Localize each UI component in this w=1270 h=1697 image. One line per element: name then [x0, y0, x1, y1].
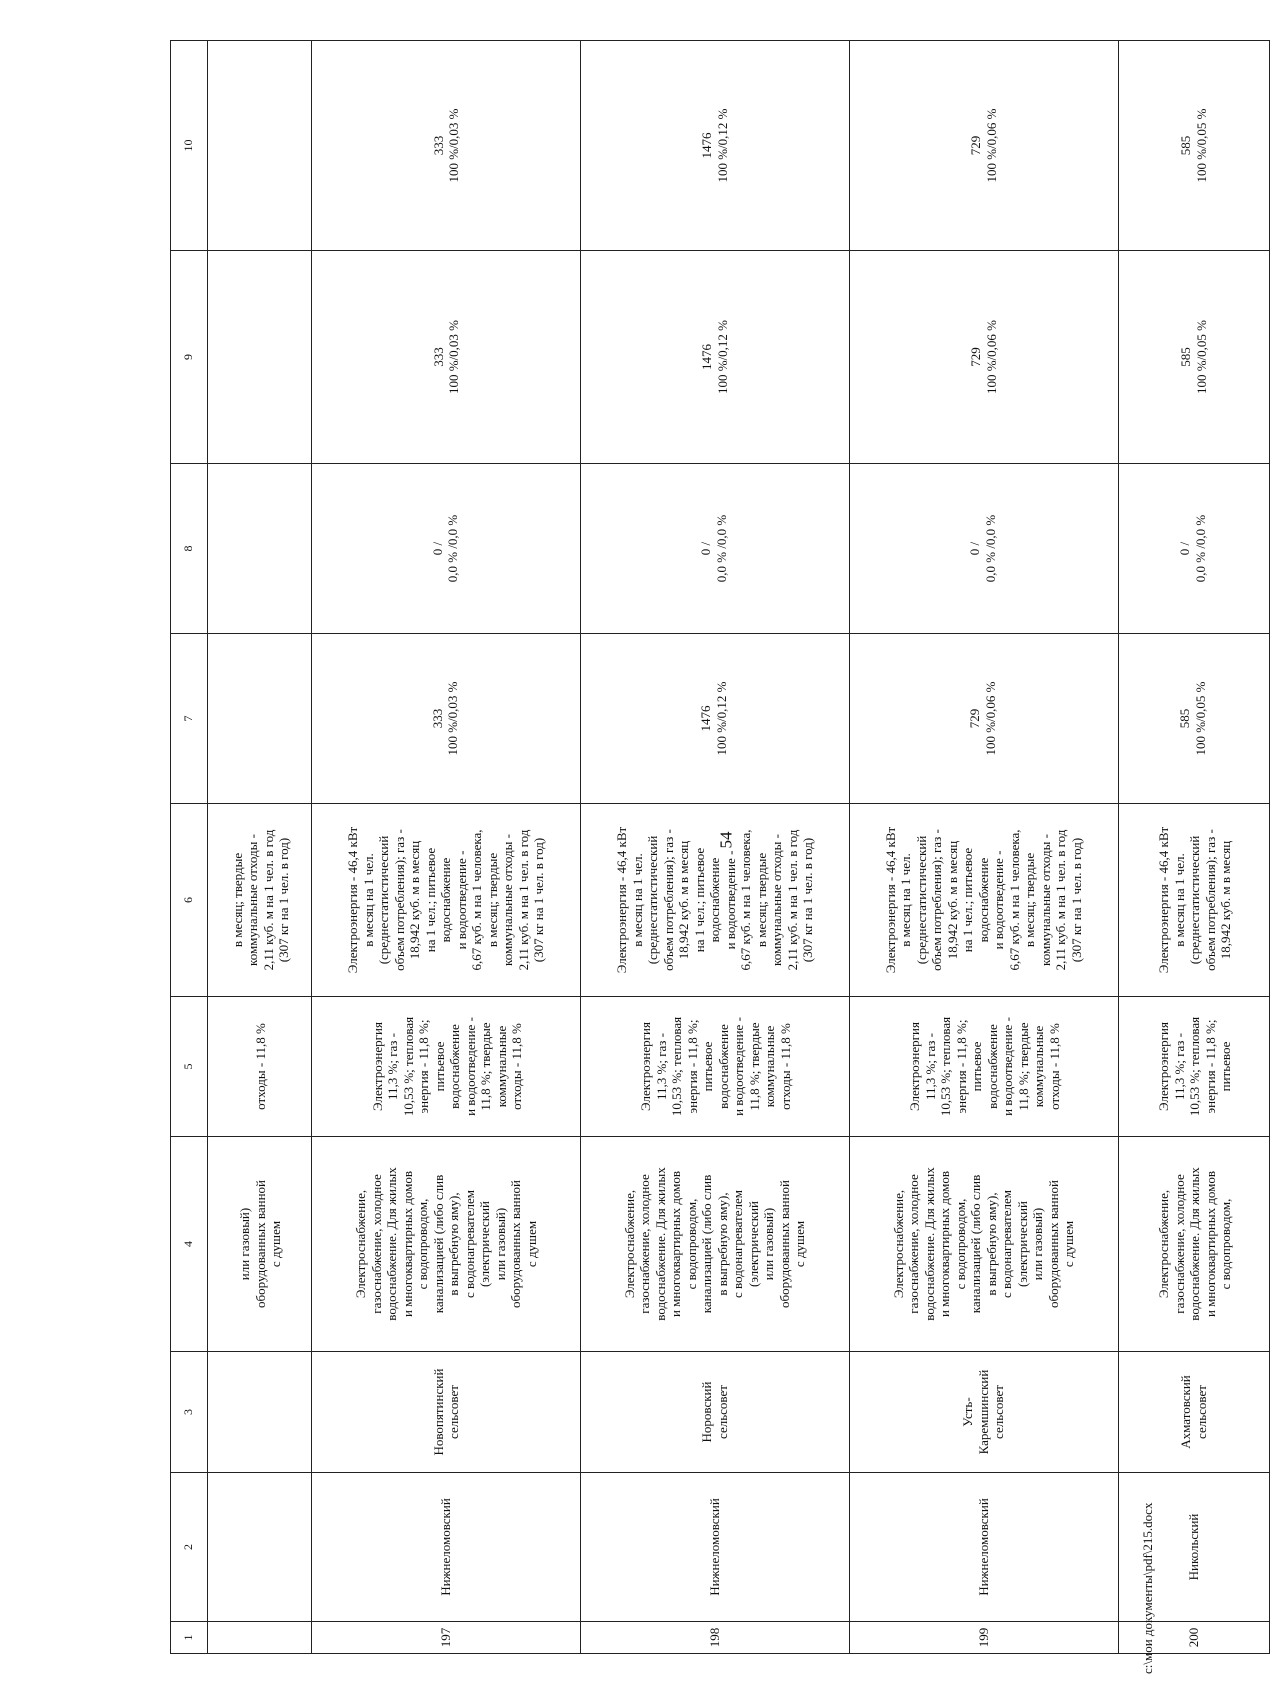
text-line: (электрический: [477, 1201, 493, 1288]
text-line: энергия - 11,8 %;: [1202, 1019, 1218, 1114]
col8-cell: [580, 464, 849, 634]
text-line: Электроэнергия: [369, 1022, 385, 1111]
text-line: 0,0 % /0,0 %: [982, 514, 998, 583]
table-row: [580, 41, 849, 1654]
text-line: коммунальные отходы -: [500, 834, 516, 966]
text-line: в месяц на 1 чел.: [898, 853, 914, 947]
text-line: и водоотведение -: [991, 850, 1007, 950]
services-cell-lines: [1154, 1141, 1234, 1347]
text-line: с душем: [268, 1220, 284, 1268]
text-line: 100 %/0,05 %: [1193, 108, 1209, 183]
text-line: газоснабжение, холодное: [906, 1174, 922, 1314]
table-row: [312, 41, 581, 1654]
text-line: в выгребную яму),: [714, 1192, 730, 1296]
text-line: и водоотведение -: [1000, 1017, 1016, 1116]
text-line: 100 %/0,05 %: [1193, 319, 1209, 395]
text-line: Электроснабжение,: [353, 1189, 369, 1299]
col8-cell-lines: [430, 468, 463, 629]
text-line: и водоотведение -: [453, 850, 469, 950]
text-line: Каремшинский: [975, 1369, 991, 1455]
text-line: Новопятинский: [430, 1368, 446, 1456]
text-line: 11,3 %; газ -: [385, 1032, 401, 1101]
services-cell-lines: [622, 1141, 808, 1347]
col10-cell-lines: [431, 45, 462, 246]
text-line: с водопроводом,: [952, 1198, 968, 1290]
text-line: 100 %/0,03 %: [446, 319, 462, 395]
text-line: 10,53 %; тепловая: [669, 1016, 685, 1117]
text-line: Электроснабжение,: [890, 1189, 906, 1299]
text-line: оборудованных ванной: [252, 1180, 268, 1308]
col7-cell: [849, 634, 1118, 804]
text-line: с водонагревателем: [730, 1190, 746, 1298]
text-line: питьевое: [969, 1041, 985, 1092]
text-line: с водопроводом,: [683, 1198, 699, 1290]
share-cell-lines: [368, 1001, 525, 1132]
footer-file-path: c:\мои документы\pdf\215.docx: [1140, 1502, 1155, 1674]
text-line: и многоквартирных домов: [668, 1170, 684, 1318]
row-number-cell: 199: [849, 1622, 1118, 1654]
text-line: 100 %/0,06 %: [982, 681, 998, 756]
volume-cell-lines: [228, 808, 292, 992]
volume-cell: [1118, 804, 1269, 997]
text-line: 100 %/0,06 %: [983, 319, 999, 395]
empty-cell: [208, 1622, 312, 1654]
empty-cell: [208, 251, 312, 464]
text-line: с душем: [1061, 1220, 1077, 1268]
col7-cell: [1118, 634, 1269, 804]
text-line: и многоквартирных домов: [399, 1170, 415, 1318]
volume-cell-lines: [345, 808, 547, 992]
col8-cell-lines: [967, 468, 1000, 629]
text-line: водоснабжение: [447, 1024, 463, 1109]
text-line: 1476: [699, 344, 715, 370]
services-cell-lines: [235, 1141, 284, 1347]
text-line: Электроэнергия - 46,4 кВт: [345, 826, 361, 974]
text-line: 729: [967, 708, 983, 729]
text-line: и водоотведение -: [731, 1017, 747, 1116]
col7-cell-lines: [1177, 638, 1210, 799]
text-line: Электроэнергия: [1156, 1022, 1172, 1111]
share-cell: [1118, 997, 1269, 1137]
text-line: 11,3 %; газ -: [922, 1032, 938, 1101]
text-line: и водоотведение -: [462, 1017, 478, 1116]
text-line: сельсовет: [991, 1385, 1007, 1439]
text-line: в выгребную яму),: [983, 1192, 999, 1296]
column-number-header: 4: [171, 1137, 208, 1352]
services-cell: [580, 1137, 849, 1352]
text-line: в выгребную яму),: [446, 1192, 462, 1296]
header-row: [171, 41, 208, 1654]
col10-cell: [312, 41, 581, 251]
text-line: Электроэнергия: [907, 1022, 923, 1111]
text-line: 333: [430, 135, 446, 156]
text-line: (электрический: [745, 1201, 761, 1288]
council-cell-lines: [960, 1356, 1007, 1468]
text-line: 18,942 куб. м в месяц: [676, 840, 692, 960]
text-line: Электроснабжение,: [1156, 1189, 1172, 1299]
text-line: Ахматовский: [1178, 1375, 1194, 1449]
text-line: (307 кг на 1 чел. в год): [531, 837, 547, 963]
text-line: Электроэнергия - 46,4 кВт: [1156, 826, 1172, 974]
text-line: с душем: [523, 1220, 539, 1268]
col7-cell: [580, 634, 849, 804]
text-line: оборудованных ванной: [1045, 1180, 1061, 1308]
text-line: Норовский: [699, 1381, 715, 1443]
text-line: энергия - 11,8 %;: [953, 1019, 969, 1114]
text-line: водоснабжение. Для жилых: [652, 1167, 668, 1321]
page-number: 54: [716, 831, 736, 849]
col8-cell: [849, 464, 1118, 634]
share-cell: [312, 997, 581, 1137]
text-line: газоснабжение, холодное: [637, 1174, 653, 1314]
table-row: [849, 41, 1118, 1654]
empty-cell: [208, 1473, 312, 1622]
text-line: Электроэнергия: [638, 1022, 654, 1111]
text-line: канализацией (либо слив: [968, 1174, 984, 1314]
text-line: 2,11 куб. м на 1 чел. в год: [260, 829, 276, 971]
text-line: сельсовет: [714, 1385, 730, 1439]
text-line: 0 /: [1177, 541, 1193, 556]
text-line: (307 кг на 1 чел. в год): [1068, 837, 1084, 963]
text-line: на 1 чел.; питьевое: [422, 847, 438, 953]
share-cell: [208, 997, 312, 1137]
text-line: питьевое: [700, 1041, 716, 1092]
text-line: канализацией (либо слив: [699, 1174, 715, 1314]
text-line: коммунальные отходы -: [769, 834, 785, 966]
col8-cell-lines: [1177, 468, 1210, 629]
column-number-header: 6: [171, 804, 208, 997]
row-number-cell: 197: [312, 1622, 581, 1654]
text-line: или газовый): [761, 1207, 777, 1281]
text-line: коммунальные: [493, 1025, 509, 1108]
text-line: 100 %/0,06 %: [983, 108, 999, 183]
row-number-cell: 200: [1118, 1622, 1269, 1654]
text-line: сельсовет: [446, 1385, 462, 1439]
text-line: 10,53 %; тепловая: [400, 1016, 416, 1117]
text-line: водоснабжение: [715, 1024, 731, 1109]
text-line: энергия - 11,8 %;: [684, 1019, 700, 1114]
share-cell: [849, 997, 1118, 1137]
text-line: 333: [429, 708, 445, 729]
column-number-header: 9: [171, 251, 208, 464]
col10-cell-lines: [699, 45, 730, 246]
share-cell-lines: [1154, 1001, 1234, 1132]
col9-cell: [312, 251, 581, 464]
text-line: в месяц; твердые: [229, 852, 245, 948]
col9-cell-lines: [431, 255, 462, 459]
text-line: водоснабжение. Для жилых: [1187, 1167, 1203, 1321]
text-line: в месяц; твердые: [1022, 852, 1038, 948]
col7-cell-lines: [430, 638, 463, 799]
text-line: коммунальные: [1031, 1025, 1047, 1108]
text-line: 729: [968, 347, 984, 367]
text-line: 2,11 куб. м на 1 чел. в год: [515, 829, 531, 971]
text-line: 2,11 куб. м на 1 чел. в год: [784, 829, 800, 971]
text-line: в месяц на 1 чел.: [629, 853, 645, 947]
text-line: объем потребления); газ -: [1202, 829, 1218, 971]
text-line: водоснабжение: [984, 1024, 1000, 1109]
services-cell-lines: [891, 1141, 1077, 1347]
text-line: водоснабжение: [975, 857, 991, 943]
text-line: 585: [1178, 347, 1194, 367]
council-cell: [312, 1352, 581, 1473]
text-line: 100 %/0,03 %: [446, 108, 462, 183]
column-number-header: 10: [171, 41, 208, 251]
text-line: Электроснабжение,: [621, 1189, 637, 1299]
text-line: коммунальные отходы -: [245, 834, 261, 966]
text-line: в месяц на 1 чел.: [360, 853, 376, 947]
text-line: 6,67 куб. м на 1 человека,: [738, 829, 754, 971]
text-line: (307 кг на 1 чел. в год): [800, 837, 816, 963]
text-line: в месяц на 1 чел.: [1171, 853, 1187, 947]
text-line: (электрический: [1014, 1201, 1030, 1288]
text-line: или газовый): [237, 1207, 253, 1281]
council-cell: [849, 1352, 1118, 1473]
column-number-header: 8: [171, 464, 208, 634]
volume-cell: [580, 804, 849, 997]
volume-cell: [312, 804, 581, 997]
empty-cell: [208, 41, 312, 251]
services-cell: [312, 1137, 581, 1352]
col7-cell: [312, 634, 581, 804]
text-line: канализацией (либо слив: [430, 1174, 446, 1314]
text-line: отходы - 11,8 %: [252, 1023, 268, 1110]
text-line: 11,3 %; газ -: [1171, 1032, 1187, 1101]
col10-cell-lines: [1178, 45, 1209, 246]
column-number-header: 7: [171, 634, 208, 804]
text-line: (среднестатистический: [645, 835, 661, 965]
col7-cell-lines: [698, 638, 731, 799]
council-cell: [580, 1352, 849, 1473]
text-line: 0,0 % /0,0 %: [713, 514, 729, 583]
table-row: [1118, 41, 1269, 1654]
text-line: с водонагревателем: [999, 1190, 1015, 1298]
volume-cell-lines: [614, 808, 816, 992]
text-line: отходы - 11,8 %: [509, 1023, 525, 1110]
text-line: 100 %/0,12 %: [714, 108, 730, 183]
continuation-row: [208, 41, 312, 1654]
text-line: 585: [1178, 135, 1194, 156]
text-line: газоснабжение, холодное: [368, 1174, 384, 1314]
text-line: газоснабжение, холодное: [1171, 1174, 1187, 1314]
col7-cell-lines: [967, 638, 1000, 799]
text-line: Электроэнергия - 46,4 кВт: [614, 826, 630, 974]
text-line: отходы - 11,8 %: [1046, 1023, 1062, 1110]
col10-cell-lines: [968, 45, 999, 246]
text-line: с водопроводом,: [1218, 1198, 1234, 1290]
column-number-header: 3: [171, 1352, 208, 1473]
text-line: объем потребления); газ -: [660, 829, 676, 971]
text-line: (среднестатистический: [376, 835, 392, 965]
text-line: 333: [430, 347, 446, 367]
text-line: или газовый): [492, 1207, 508, 1281]
volume-cell: [208, 804, 312, 997]
share-cell-lines: [905, 1001, 1062, 1132]
col10-cell: [580, 41, 849, 251]
text-line: на 1 чел.; питьевое: [960, 847, 976, 953]
table-body: [171, 41, 1270, 1654]
text-line: 11,8 %; твердые: [746, 1022, 762, 1111]
text-line: в месяц; твердые: [753, 852, 769, 948]
text-line: 100 %/0,12 %: [714, 319, 730, 395]
text-line: оборудованных ванной: [776, 1180, 792, 1308]
text-line: и водоотведение -: [722, 850, 738, 950]
col8-cell-lines: [698, 468, 731, 629]
column-number-header: 1: [171, 1622, 208, 1654]
text-line: или газовый): [1030, 1207, 1046, 1281]
text-line: с душем: [792, 1220, 808, 1268]
services-cell: [1118, 1137, 1269, 1352]
district-cell: Нижнеломовский: [849, 1473, 1118, 1622]
text-line: 10,53 %; тепловая: [938, 1016, 954, 1117]
text-line: 18,942 куб. м в месяц: [1218, 840, 1234, 960]
text-line: 11,8 %; твердые: [478, 1022, 494, 1111]
column-number-header: 2: [171, 1473, 208, 1622]
text-line: водоснабжение. Для жилых: [921, 1167, 937, 1321]
col9-cell: [580, 251, 849, 464]
text-line: 0 /: [698, 541, 714, 556]
services-cell-lines: [353, 1141, 539, 1347]
text-line: водоснабжение: [707, 857, 723, 943]
text-line: 10,53 %; тепловая: [1187, 1016, 1203, 1117]
col9-cell: [1118, 251, 1269, 464]
district-cell: Нижнеломовский: [312, 1473, 581, 1622]
text-line: с водонагревателем: [461, 1190, 477, 1298]
text-line: 18,942 куб. м в месяц: [407, 840, 423, 960]
col10-cell: [1118, 41, 1269, 251]
col8-cell: [1118, 464, 1269, 634]
text-line: и многоквартирных домов: [1202, 1170, 1218, 1318]
text-line: питьевое: [431, 1041, 447, 1092]
council-cell: [1118, 1352, 1269, 1473]
col9-cell-lines: [699, 255, 730, 459]
text-line: с водопроводом,: [415, 1198, 431, 1290]
text-line: отходы - 11,8 %: [777, 1023, 793, 1110]
text-line: (307 кг на 1 чел. в год): [276, 837, 292, 963]
text-line: 1476: [699, 132, 715, 159]
services-cell: [208, 1137, 312, 1352]
council-cell-lines: [431, 1356, 462, 1468]
text-line: энергия - 11,8 %;: [416, 1019, 432, 1114]
col10-cell: [849, 41, 1118, 251]
text-line: 11,3 %; газ -: [653, 1032, 669, 1101]
text-line: объем потребления); газ -: [929, 829, 945, 971]
text-line: 585: [1177, 708, 1193, 729]
text-line: сельсовет: [1193, 1385, 1209, 1439]
col9-cell-lines: [968, 255, 999, 459]
council-cell-lines: [699, 1356, 730, 1468]
text-line: 729: [968, 135, 984, 156]
text-line: 0 /: [967, 541, 983, 556]
volume-cell: [849, 804, 1118, 997]
text-line: 2,11 куб. м на 1 чел. в год: [1053, 829, 1069, 971]
district-cell: Никольский: [1118, 1473, 1269, 1622]
col9-cell: [849, 251, 1118, 464]
text-line: коммунальные отходы -: [1037, 834, 1053, 966]
rotated-table-wrapper: [170, 41, 1270, 1654]
text-line: 0 /: [429, 541, 445, 556]
share-cell: [580, 997, 849, 1137]
text-line: коммунальные: [762, 1025, 778, 1108]
services-cell: [849, 1137, 1118, 1352]
text-line: водоснабжение. Для жилых: [384, 1167, 400, 1321]
text-line: 6,67 куб. м на 1 человека,: [469, 829, 485, 971]
volume-cell-lines: [1154, 808, 1234, 992]
text-line: 0,0 % /0,0 %: [1192, 514, 1208, 583]
district-cell: Нижнеломовский: [580, 1473, 849, 1622]
text-line: 100 %/0,12 %: [713, 681, 729, 756]
empty-cell: [208, 1352, 312, 1473]
text-line: 0,0 % /0,0 %: [445, 514, 461, 583]
col8-cell: [312, 464, 581, 634]
tariff-table: [170, 40, 1270, 1654]
empty-cell: [208, 464, 312, 634]
share-cell-lines: [251, 1001, 269, 1132]
text-line: объем потребления); газ -: [391, 829, 407, 971]
volume-cell-lines: [883, 808, 1085, 992]
text-line: оборудованных ванной: [508, 1180, 524, 1308]
text-line: водоснабжение: [438, 857, 454, 943]
row-number-cell: 198: [580, 1622, 849, 1654]
text-line: 18,942 куб. м в месяц: [944, 840, 960, 960]
text-line: 6,67 куб. м на 1 человека,: [1006, 829, 1022, 971]
council-cell-lines: [1178, 1356, 1209, 1468]
column-number-header: 5: [171, 997, 208, 1137]
text-line: Усть-: [960, 1397, 976, 1427]
empty-cell: [208, 634, 312, 804]
text-line: (среднестатистический: [913, 835, 929, 965]
text-line: и многоквартирных домов: [937, 1170, 953, 1318]
text-line: питьевое: [1218, 1041, 1234, 1092]
text-line: Электроэнергия - 46,4 кВт: [882, 826, 898, 974]
text-line: в месяц; твердые: [484, 852, 500, 948]
share-cell-lines: [636, 1001, 793, 1132]
col9-cell-lines: [1178, 255, 1209, 459]
text-line: 100 %/0,05 %: [1192, 681, 1208, 756]
text-line: 11,8 %; твердые: [1015, 1022, 1031, 1111]
text-line: (среднестатистический: [1187, 835, 1203, 965]
text-line: на 1 чел.; питьевое: [691, 847, 707, 953]
text-line: 1476: [698, 705, 714, 732]
text-line: 100 %/0,03 %: [445, 681, 461, 756]
